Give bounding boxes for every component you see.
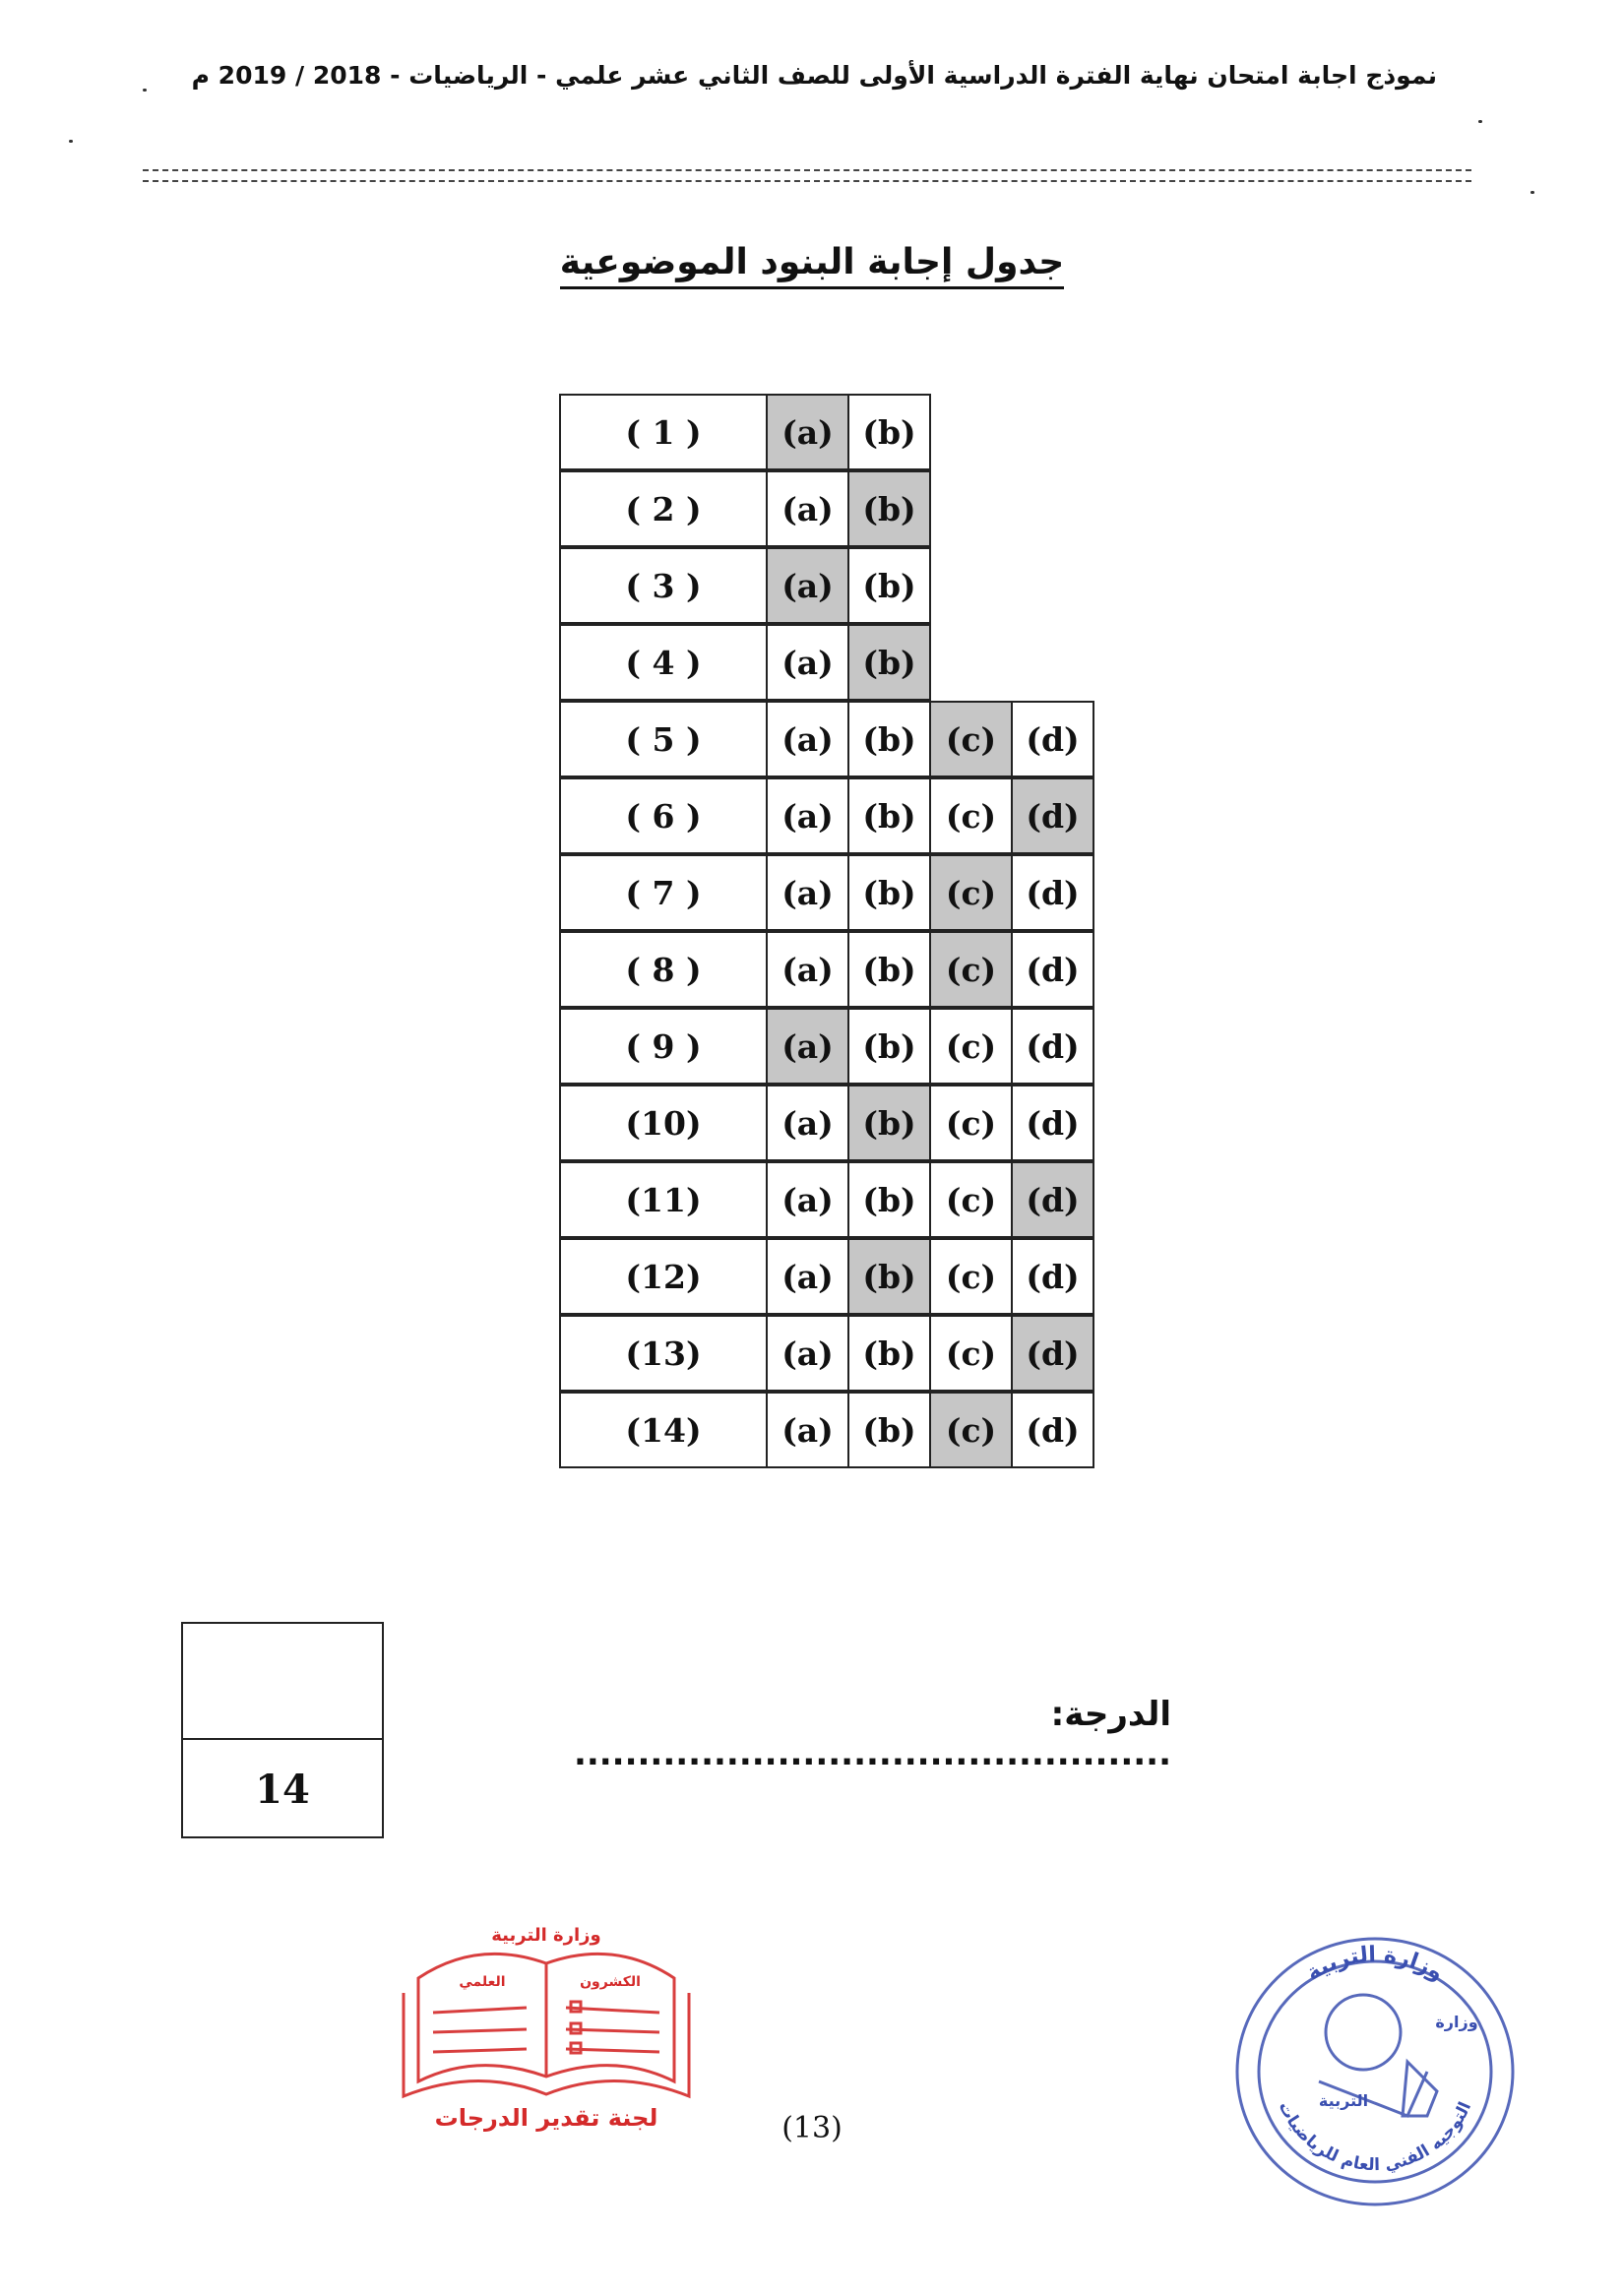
option-cell: (b) — [847, 1008, 931, 1085]
option-cell: (a) — [766, 931, 849, 1008]
correct-option-cell: (c) — [929, 931, 1013, 1008]
option-cell: (a) — [766, 701, 849, 777]
option-cell: (c) — [929, 1085, 1013, 1161]
question-number: ( 9 ) — [559, 1008, 768, 1085]
max-score: 14 — [255, 1766, 310, 1813]
answer-row — [559, 1240, 1094, 1317]
option-cell: (b) — [847, 547, 931, 624]
option-cell: (c) — [929, 1008, 1013, 1085]
correct-option-cell: (d) — [1011, 1315, 1094, 1392]
answer-row — [559, 1010, 1094, 1086]
option-cell: (d) — [1011, 1085, 1094, 1161]
option-cell: (c) — [929, 1238, 1013, 1315]
option-cell: (d) — [1011, 931, 1094, 1008]
question-number: ( 2 ) — [559, 470, 768, 547]
correct-option-cell: (b) — [847, 1238, 931, 1315]
red-stamp-text-4: لجنة تقدير الدرجات — [434, 2104, 658, 2132]
option-cell: (c) — [929, 1161, 1013, 1238]
option-cell: (d) — [1011, 701, 1094, 777]
answer-row — [559, 1163, 1094, 1240]
option-cell: (b) — [847, 1392, 931, 1468]
option-cell: (a) — [766, 1315, 849, 1392]
red-committee-stamp — [389, 1919, 704, 2136]
answer-row — [559, 856, 1094, 933]
option-cell: (a) — [766, 777, 849, 854]
correct-option-cell: (b) — [847, 624, 931, 701]
option-cell: (b) — [847, 394, 931, 470]
option-cell: (a) — [766, 1238, 849, 1315]
correct-option-cell: (a) — [766, 1008, 849, 1085]
option-cell: (b) — [847, 1161, 931, 1238]
blue-seal-text-4: التربية — [1318, 2091, 1369, 2110]
option-cell: (a) — [766, 854, 849, 931]
blue-seal-text-1: وزارة التربية — [1301, 1942, 1449, 1987]
question-number: (12) — [559, 1238, 768, 1315]
correct-option-cell: (c) — [929, 854, 1013, 931]
answer-row — [559, 1317, 1094, 1394]
answer-table — [559, 396, 1094, 1470]
question-number: ( 4 ) — [559, 624, 768, 701]
red-stamp-text-2: الكشرون — [580, 1974, 641, 1990]
correct-option-cell: (c) — [929, 701, 1013, 777]
correct-option-cell: (b) — [847, 1085, 931, 1161]
correct-option-cell: (d) — [1011, 777, 1094, 854]
option-cell: (c) — [929, 1315, 1013, 1392]
answer-row — [559, 1086, 1094, 1163]
answer-row — [559, 779, 1094, 856]
question-number: ( 1 ) — [559, 394, 768, 470]
option-cell: (b) — [847, 854, 931, 931]
scan-speck — [69, 140, 73, 143]
grade-label: الدرجة: — [1050, 1695, 1171, 1734]
header-double-rule — [143, 169, 1471, 182]
option-cell: (b) — [847, 931, 931, 1008]
red-stamp-text-1: وزارة التربية — [491, 1925, 601, 1946]
page-number: (13) — [781, 2111, 843, 2145]
score-box — [181, 1622, 384, 1838]
question-number: ( 5 ) — [559, 701, 768, 777]
correct-option-cell: (a) — [766, 394, 849, 470]
grade-dots: ............................................... — [573, 1734, 1171, 1773]
option-cell: (a) — [766, 1161, 849, 1238]
answer-row — [559, 1394, 1094, 1470]
answer-row — [559, 703, 1094, 779]
option-cell: (b) — [847, 701, 931, 777]
answer-row — [559, 933, 1094, 1010]
answer-row — [559, 626, 1094, 703]
option-cell: (d) — [1011, 1392, 1094, 1468]
blue-seal-text-2: التوجيه الفني العام للرياضيات — [1274, 2098, 1476, 2176]
option-cell: (d) — [1011, 854, 1094, 931]
answer-row — [559, 549, 1094, 626]
question-number: (14) — [559, 1392, 768, 1468]
option-cell: (a) — [766, 1085, 849, 1161]
option-cell: (a) — [766, 470, 849, 547]
question-number: ( 6 ) — [559, 777, 768, 854]
blue-ministry-seal — [1225, 1924, 1526, 2219]
correct-option-cell: (b) — [847, 470, 931, 547]
question-number: ( 7 ) — [559, 854, 768, 931]
option-cell: (d) — [1011, 1008, 1094, 1085]
option-cell: (a) — [766, 1392, 849, 1468]
answer-row — [559, 472, 1094, 549]
question-number: ( 3 ) — [559, 547, 768, 624]
correct-option-cell: (a) — [766, 547, 849, 624]
scan-speck — [1530, 191, 1534, 194]
answer-row — [559, 396, 1094, 472]
grade-line — [463, 1695, 1171, 1773]
option-cell: (b) — [847, 1315, 931, 1392]
question-number: (11) — [559, 1161, 768, 1238]
question-number: (10) — [559, 1085, 768, 1161]
correct-option-cell: (c) — [929, 1392, 1013, 1468]
option-cell: (c) — [929, 777, 1013, 854]
scan-speck — [1478, 120, 1482, 123]
blue-seal-text-3: وزارة — [1435, 2013, 1478, 2031]
scan-speck — [143, 89, 147, 92]
red-stamp-text-3: العلمي — [459, 1974, 506, 1990]
exam-header-title: نموذج اجابة امتحان نهاية الفترة الدراسية الأولى للصف الثاني عشر علمي - الرياضيات - 2018 / 2019 م — [191, 61, 1437, 90]
option-cell: (b) — [847, 777, 931, 854]
option-cell: (a) — [766, 624, 849, 701]
answer-table-title — [0, 242, 1624, 282]
answer-table-title-text: جدول إجابة البنود الموضوعية — [560, 242, 1064, 289]
question-number: (13) — [559, 1315, 768, 1392]
correct-option-cell: (d) — [1011, 1161, 1094, 1238]
option-cell: (d) — [1011, 1238, 1094, 1315]
question-number: ( 8 ) — [559, 931, 768, 1008]
